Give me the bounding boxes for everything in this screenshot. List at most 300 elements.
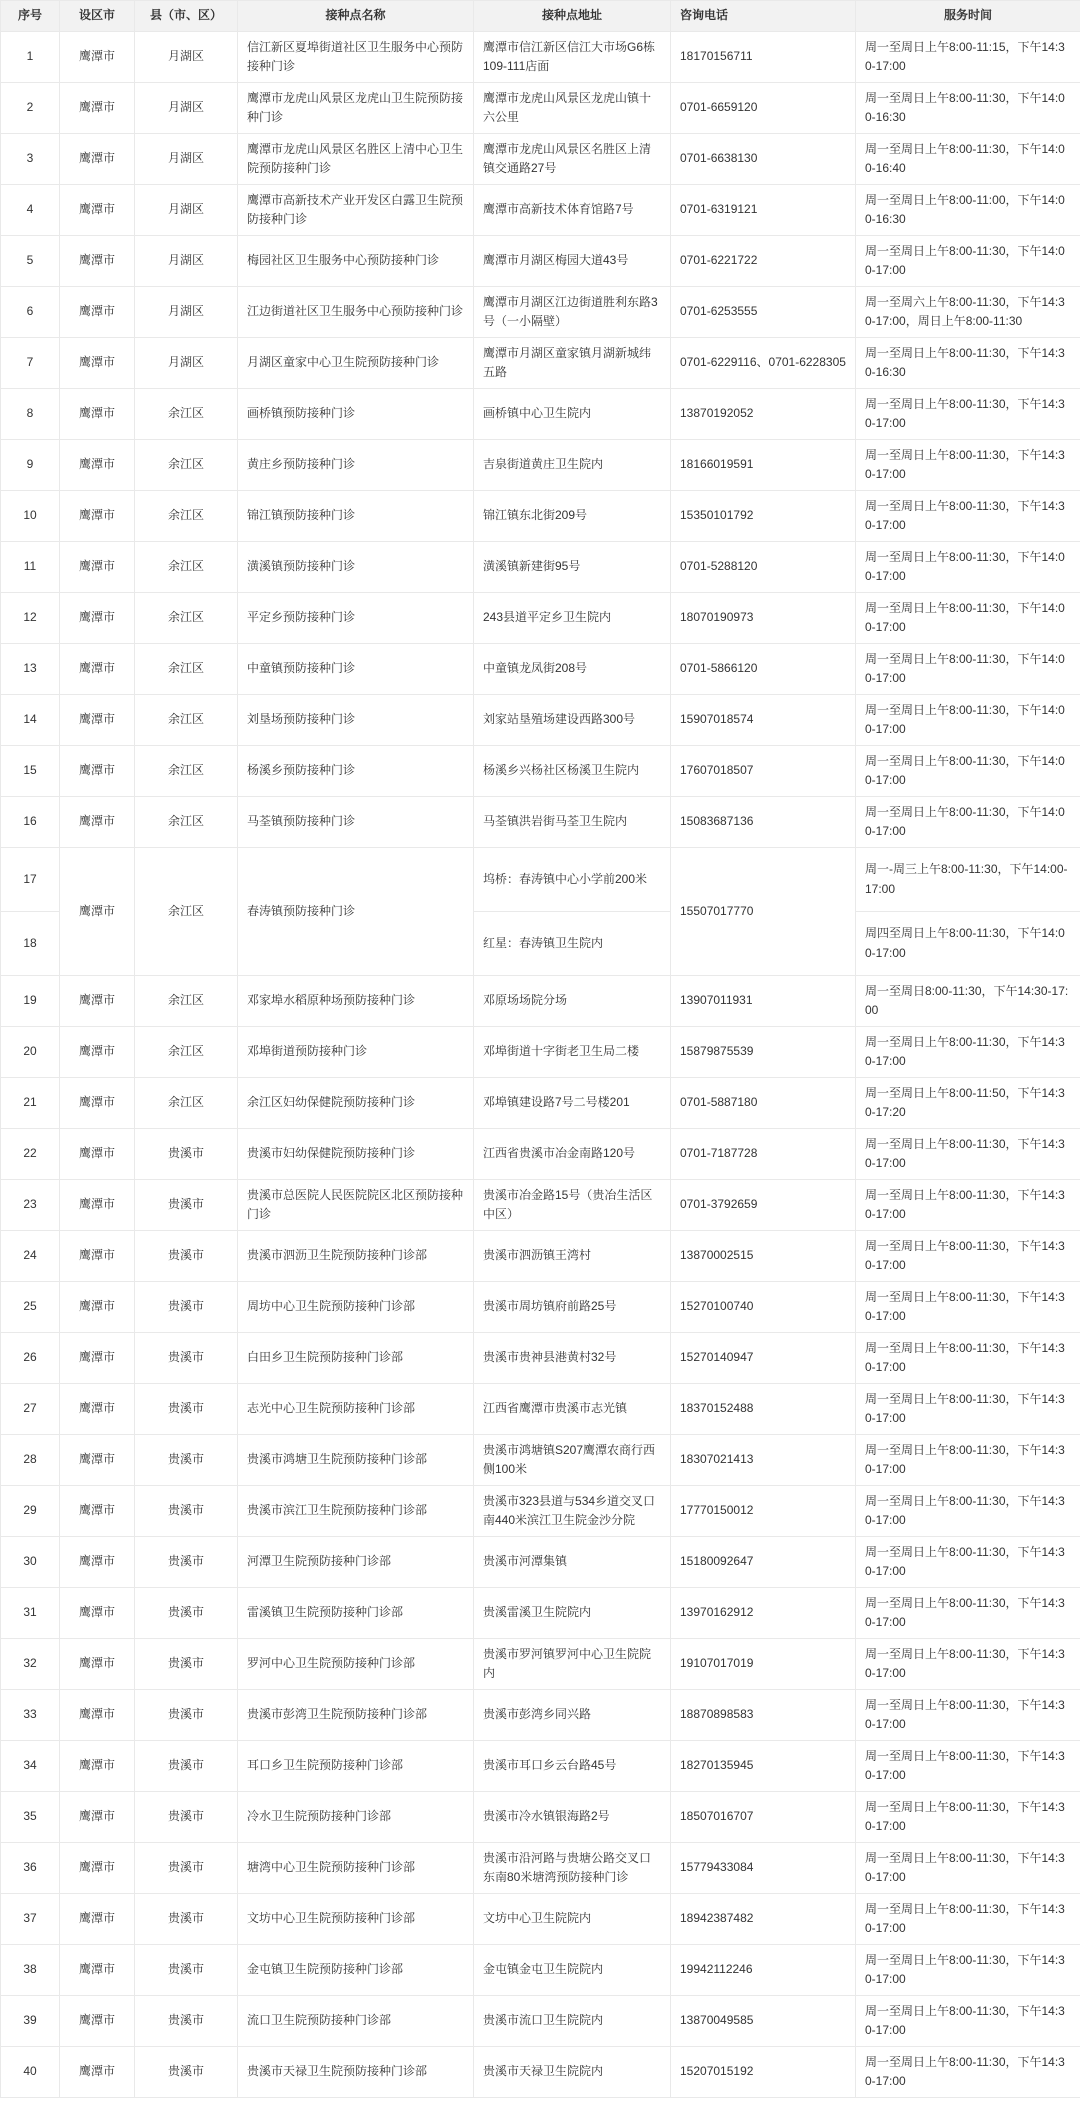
cell-hours: 周一至周日上午8:00-11:30，下午14:30-17:00 bbox=[856, 1282, 1080, 1333]
cell-name: 黄庄乡预防接种门诊 bbox=[238, 440, 474, 491]
cell-phone: 15270100740 bbox=[671, 1282, 856, 1333]
cell-name: 贵溪市彭湾卫生院预防接种门诊部 bbox=[238, 1690, 474, 1741]
cell-city: 鹰潭市 bbox=[60, 389, 135, 440]
cell-district: 贵溪市 bbox=[135, 1231, 238, 1282]
cell-name: 贵溪市鸿塘卫生院预防接种门诊部 bbox=[238, 1435, 474, 1486]
column-header-district: 县（市、区） bbox=[135, 1, 238, 32]
cell-name: 春涛镇预防接种门诊 bbox=[238, 848, 474, 976]
cell-hours: 周一至周日上午8:00-11:30，下午14:00-17:00 bbox=[856, 593, 1080, 644]
cell-name: 罗河中心卫生院预防接种门诊部 bbox=[238, 1639, 474, 1690]
table-row bbox=[1, 1792, 1080, 1843]
cell-address: 红星：春涛镇卫生院内 bbox=[474, 912, 671, 976]
cell-city: 鹰潭市 bbox=[60, 287, 135, 338]
cell-district: 月湖区 bbox=[135, 338, 238, 389]
cell-hours: 周一至周日上午8:00-11:30，下午14:30-17:00 bbox=[856, 1435, 1080, 1486]
cell-hours: 周一至周日上午8:00-11:30，下午14:00-16:30 bbox=[856, 83, 1080, 134]
cell-district: 贵溪市 bbox=[135, 1996, 238, 2047]
cell-district: 贵溪市 bbox=[135, 1180, 238, 1231]
cell-address: 画桥镇中心卫生院内 bbox=[474, 389, 671, 440]
cell-no: 33 bbox=[1, 1690, 60, 1741]
cell-no: 39 bbox=[1, 1996, 60, 2047]
cell-hours: 周一至周日上午8:00-11:30，下午14:30-17:00 bbox=[856, 1384, 1080, 1435]
cell-no: 34 bbox=[1, 1741, 60, 1792]
cell-city: 鹰潭市 bbox=[60, 1180, 135, 1231]
cell-no: 35 bbox=[1, 1792, 60, 1843]
cell-city: 鹰潭市 bbox=[60, 542, 135, 593]
cell-phone: 19942112246 bbox=[671, 1945, 856, 1996]
table-header-row bbox=[1, 1, 1080, 32]
cell-name: 月湖区童家中心卫生院预防接种门诊 bbox=[238, 338, 474, 389]
cell-district: 贵溪市 bbox=[135, 1486, 238, 1537]
table-row bbox=[1, 1741, 1080, 1792]
table-row bbox=[1, 1027, 1080, 1078]
cell-district: 贵溪市 bbox=[135, 1894, 238, 1945]
cell-address: 贵溪雷溪卫生院院内 bbox=[474, 1588, 671, 1639]
cell-phone: 13870049585 bbox=[671, 1996, 856, 2047]
cell-hours: 周一至周日上午8:00-11:30，下午14:30-17:00 bbox=[856, 1588, 1080, 1639]
table-row bbox=[1, 338, 1080, 389]
cell-no: 38 bbox=[1, 1945, 60, 1996]
cell-address: 中童镇龙凤街208号 bbox=[474, 644, 671, 695]
cell-district: 余江区 bbox=[135, 746, 238, 797]
cell-district: 贵溪市 bbox=[135, 1384, 238, 1435]
cell-name: 马荃镇预防接种门诊 bbox=[238, 797, 474, 848]
cell-address: 刘家站垦殖场建设西路300号 bbox=[474, 695, 671, 746]
cell-no: 21 bbox=[1, 1078, 60, 1129]
cell-name: 贵溪市天禄卫生院预防接种门诊部 bbox=[238, 2047, 474, 2098]
cell-no: 7 bbox=[1, 338, 60, 389]
cell-name: 贵溪市泗沥卫生院预防接种门诊部 bbox=[238, 1231, 474, 1282]
cell-no: 40 bbox=[1, 2047, 60, 2098]
cell-no: 8 bbox=[1, 389, 60, 440]
cell-phone: 0701-5887180 bbox=[671, 1078, 856, 1129]
cell-name: 余江区妇幼保健院预防接种门诊 bbox=[238, 1078, 474, 1129]
cell-no: 20 bbox=[1, 1027, 60, 1078]
cell-address: 杨溪乡兴杨社区杨溪卫生院内 bbox=[474, 746, 671, 797]
cell-phone: 18870898583 bbox=[671, 1690, 856, 1741]
cell-name: 画桥镇预防接种门诊 bbox=[238, 389, 474, 440]
cell-name: 江边街道社区卫生服务中心预防接种门诊 bbox=[238, 287, 474, 338]
cell-phone: 0701-6221722 bbox=[671, 236, 856, 287]
cell-district: 贵溪市 bbox=[135, 1588, 238, 1639]
cell-name: 平定乡预防接种门诊 bbox=[238, 593, 474, 644]
cell-phone: 18942387482 bbox=[671, 1894, 856, 1945]
cell-address: 鹰潭市月湖区梅园大道43号 bbox=[474, 236, 671, 287]
cell-city: 鹰潭市 bbox=[60, 32, 135, 83]
cell-city: 鹰潭市 bbox=[60, 134, 135, 185]
cell-address: 锦江镇东北街209号 bbox=[474, 491, 671, 542]
cell-no: 12 bbox=[1, 593, 60, 644]
cell-city: 鹰潭市 bbox=[60, 976, 135, 1027]
cell-address: 贵溪市天禄卫生院院内 bbox=[474, 2047, 671, 2098]
cell-no: 15 bbox=[1, 746, 60, 797]
column-header-address: 接种点地址 bbox=[474, 1, 671, 32]
cell-address: 贵溪市周坊镇府前路25号 bbox=[474, 1282, 671, 1333]
cell-city: 鹰潭市 bbox=[60, 2047, 135, 2098]
cell-city: 鹰潭市 bbox=[60, 1282, 135, 1333]
cell-district: 贵溪市 bbox=[135, 1639, 238, 1690]
cell-name: 贵溪市总医院人民医院院区北区预防接种门诊 bbox=[238, 1180, 474, 1231]
cell-city: 鹰潭市 bbox=[60, 1486, 135, 1537]
cell-city: 鹰潭市 bbox=[60, 1639, 135, 1690]
cell-address: 贵溪市彭湾乡同兴路 bbox=[474, 1690, 671, 1741]
cell-address: 江西省贵溪市冶金南路120号 bbox=[474, 1129, 671, 1180]
cell-name: 塘湾中心卫生院预防接种门诊部 bbox=[238, 1843, 474, 1894]
cell-name: 邓埠街道预防接种门诊 bbox=[238, 1027, 474, 1078]
cell-hours: 周一至周日上午8:00-11:50，下午14:30-17:20 bbox=[856, 1078, 1080, 1129]
table-row bbox=[1, 134, 1080, 185]
cell-phone: 13870002515 bbox=[671, 1231, 856, 1282]
cell-address: 贵溪市贵神县港黄村32号 bbox=[474, 1333, 671, 1384]
cell-no: 6 bbox=[1, 287, 60, 338]
cell-address: 243县道平定乡卫生院内 bbox=[474, 593, 671, 644]
cell-city: 鹰潭市 bbox=[60, 1435, 135, 1486]
cell-hours: 周一至周日上午8:00-11:30，下午14:00-17:00 bbox=[856, 746, 1080, 797]
cell-hours: 周一至周日上午8:00-11:30，下午14:30-17:00 bbox=[856, 2047, 1080, 2098]
cell-hours: 周一至周日上午8:00-11:30，下午14:30-17:00 bbox=[856, 1231, 1080, 1282]
cell-name: 金屯镇卫生院预防接种门诊部 bbox=[238, 1945, 474, 1996]
cell-city: 鹰潭市 bbox=[60, 338, 135, 389]
cell-name: 鹰潭市龙虎山风景区龙虎山卫生院预防接种门诊 bbox=[238, 83, 474, 134]
cell-no: 16 bbox=[1, 797, 60, 848]
cell-address: 贵溪市冷水镇银海路2号 bbox=[474, 1792, 671, 1843]
cell-hours: 周一至周日上午8:00-11:30，下午14:30-17:00 bbox=[856, 1129, 1080, 1180]
cell-city: 鹰潭市 bbox=[60, 1384, 135, 1435]
cell-address: 贵溪市冶金路15号（贵冶生活区中区） bbox=[474, 1180, 671, 1231]
cell-city: 鹰潭市 bbox=[60, 236, 135, 287]
cell-phone: 15879875539 bbox=[671, 1027, 856, 1078]
cell-hours: 周一至周日上午8:00-11:30，下午14:30-17:00 bbox=[856, 1486, 1080, 1537]
cell-hours: 周一至周日上午8:00-11:30，下午14:30-17:00 bbox=[856, 1180, 1080, 1231]
cell-no: 1 bbox=[1, 32, 60, 83]
cell-city: 鹰潭市 bbox=[60, 440, 135, 491]
cell-phone: 0701-3792659 bbox=[671, 1180, 856, 1231]
cell-hours: 周一至周日上午8:00-11:30，下午14:30-17:00 bbox=[856, 1843, 1080, 1894]
cell-district: 贵溪市 bbox=[135, 2047, 238, 2098]
cell-district: 贵溪市 bbox=[135, 1282, 238, 1333]
cell-address: 贵溪市323县道与534乡道交叉口南440米滨江卫生院金沙分院 bbox=[474, 1486, 671, 1537]
table-row bbox=[1, 1996, 1080, 2047]
cell-hours: 周一至周日8:00-11:30，下午14:30-17:00 bbox=[856, 976, 1080, 1027]
table-row bbox=[1, 1435, 1080, 1486]
cell-no: 13 bbox=[1, 644, 60, 695]
cell-address: 鹰潭市月湖区童家镇月湖新城纬五路 bbox=[474, 338, 671, 389]
cell-name: 白田乡卫生院预防接种门诊部 bbox=[238, 1333, 474, 1384]
cell-hours: 周一至周日上午8:00-11:15，下午14:30-17:00 bbox=[856, 32, 1080, 83]
cell-address: 鹰潭市信江新区信江大市场G6栋109-111店面 bbox=[474, 32, 671, 83]
cell-hours: 周一至周日上午8:00-11:30，下午14:30-17:00 bbox=[856, 1996, 1080, 2047]
cell-name: 河潭卫生院预防接种门诊部 bbox=[238, 1537, 474, 1588]
cell-district: 月湖区 bbox=[135, 185, 238, 236]
cell-hours: 周一至周日上午8:00-11:30，下午14:00-17:00 bbox=[856, 644, 1080, 695]
cell-phone: 18307021413 bbox=[671, 1435, 856, 1486]
cell-district: 余江区 bbox=[135, 797, 238, 848]
table-row bbox=[1, 848, 1080, 912]
cell-city: 鹰潭市 bbox=[60, 1027, 135, 1078]
cell-no: 23 bbox=[1, 1180, 60, 1231]
cell-district: 余江区 bbox=[135, 1027, 238, 1078]
table-row bbox=[1, 1639, 1080, 1690]
cell-no: 11 bbox=[1, 542, 60, 593]
table-row bbox=[1, 1690, 1080, 1741]
cell-hours: 周一至周六上午8:00-11:30，下午14:30-17:00，周日上午8:00-11:30 bbox=[856, 287, 1080, 338]
table-row bbox=[1, 542, 1080, 593]
cell-phone: 15083687136 bbox=[671, 797, 856, 848]
cell-hours: 周一至周日上午8:00-11:30，下午14:00-17:00 bbox=[856, 236, 1080, 287]
cell-district: 余江区 bbox=[135, 976, 238, 1027]
table-row bbox=[1, 1486, 1080, 1537]
cell-phone: 18370152488 bbox=[671, 1384, 856, 1435]
table-row bbox=[1, 236, 1080, 287]
cell-phone: 13970162912 bbox=[671, 1588, 856, 1639]
cell-phone: 15180092647 bbox=[671, 1537, 856, 1588]
cell-district: 贵溪市 bbox=[135, 1690, 238, 1741]
cell-district: 余江区 bbox=[135, 491, 238, 542]
cell-city: 鹰潭市 bbox=[60, 1945, 135, 1996]
cell-district: 贵溪市 bbox=[135, 1129, 238, 1180]
cell-hours: 周一至周日上午8:00-11:30，下午14:30-17:00 bbox=[856, 1945, 1080, 1996]
cell-address: 贵溪市河潭集镇 bbox=[474, 1537, 671, 1588]
table-row bbox=[1, 32, 1080, 83]
cell-no: 37 bbox=[1, 1894, 60, 1945]
cell-address: 坞桥：春涛镇中心小学前200米 bbox=[474, 848, 671, 912]
cell-city: 鹰潭市 bbox=[60, 1129, 135, 1180]
cell-phone: 18507016707 bbox=[671, 1792, 856, 1843]
cell-phone: 13907011931 bbox=[671, 976, 856, 1027]
cell-no: 29 bbox=[1, 1486, 60, 1537]
cell-district: 月湖区 bbox=[135, 83, 238, 134]
cell-no: 30 bbox=[1, 1537, 60, 1588]
cell-name: 邓家埠水稻原种场预防接种门诊 bbox=[238, 976, 474, 1027]
cell-district: 贵溪市 bbox=[135, 1792, 238, 1843]
cell-name: 锦江镇预防接种门诊 bbox=[238, 491, 474, 542]
cell-hours: 周一至周日上午8:00-11:30，下午14:30-16:30 bbox=[856, 338, 1080, 389]
cell-address: 贵溪市罗河镇罗河中心卫生院院内 bbox=[474, 1639, 671, 1690]
table-row bbox=[1, 1333, 1080, 1384]
cell-no: 17 bbox=[1, 848, 60, 912]
cell-phone: 13870192052 bbox=[671, 389, 856, 440]
table-row bbox=[1, 797, 1080, 848]
cell-district: 余江区 bbox=[135, 440, 238, 491]
cell-district: 余江区 bbox=[135, 542, 238, 593]
cell-name: 杨溪乡预防接种门诊 bbox=[238, 746, 474, 797]
cell-address: 鹰潭市龙虎山风景区名胜区上清镇交通路27号 bbox=[474, 134, 671, 185]
cell-phone: 17770150012 bbox=[671, 1486, 856, 1537]
cell-phone: 15907018574 bbox=[671, 695, 856, 746]
cell-no: 26 bbox=[1, 1333, 60, 1384]
cell-no: 3 bbox=[1, 134, 60, 185]
cell-address: 马荃镇洪岩街马荃卫生院内 bbox=[474, 797, 671, 848]
cell-no: 18 bbox=[1, 912, 60, 976]
cell-district: 贵溪市 bbox=[135, 1333, 238, 1384]
cell-no: 5 bbox=[1, 236, 60, 287]
cell-district: 贵溪市 bbox=[135, 1537, 238, 1588]
cell-district: 月湖区 bbox=[135, 134, 238, 185]
table-head bbox=[1, 1, 1080, 32]
table-row bbox=[1, 593, 1080, 644]
cell-address: 邓埠街道十字街老卫生局二楼 bbox=[474, 1027, 671, 1078]
cell-address: 吉泉街道黄庄卫生院内 bbox=[474, 440, 671, 491]
column-header-city: 设区市 bbox=[60, 1, 135, 32]
cell-name: 刘垦场预防接种门诊 bbox=[238, 695, 474, 746]
cell-city: 鹰潭市 bbox=[60, 1537, 135, 1588]
cell-name: 冷水卫生院预防接种门诊部 bbox=[238, 1792, 474, 1843]
cell-phone: 0701-5288120 bbox=[671, 542, 856, 593]
table-row bbox=[1, 185, 1080, 236]
table-row bbox=[1, 1945, 1080, 1996]
cell-phone: 0701-6229116、0701-6228305 bbox=[671, 338, 856, 389]
cell-district: 余江区 bbox=[135, 1078, 238, 1129]
cell-city: 鹰潭市 bbox=[60, 1792, 135, 1843]
cell-district: 贵溪市 bbox=[135, 1435, 238, 1486]
cell-hours: 周一至周日上午8:00-11:30，下午14:30-17:00 bbox=[856, 1333, 1080, 1384]
table-body bbox=[1, 32, 1080, 2098]
table-row bbox=[1, 1384, 1080, 1435]
cell-name: 鹰潭市高新技术产业开发区白露卫生院预防接种门诊 bbox=[238, 185, 474, 236]
table-row bbox=[1, 976, 1080, 1027]
cell-city: 鹰潭市 bbox=[60, 1078, 135, 1129]
cell-name: 梅园社区卫生服务中心预防接种门诊 bbox=[238, 236, 474, 287]
cell-city: 鹰潭市 bbox=[60, 848, 135, 976]
cell-phone: 0701-6319121 bbox=[671, 185, 856, 236]
table-row bbox=[1, 1282, 1080, 1333]
cell-address: 潢溪镇新建街95号 bbox=[474, 542, 671, 593]
cell-name: 潢溪镇预防接种门诊 bbox=[238, 542, 474, 593]
cell-hours: 周一至周日上午8:00-11:00，下午14:00-16:30 bbox=[856, 185, 1080, 236]
cell-hours: 周一至周日上午8:00-11:30，下午14:30-17:00 bbox=[856, 1027, 1080, 1078]
cell-hours: 周一-周三上午8:00-11:30，下午14:00-17:00 bbox=[856, 848, 1080, 912]
cell-city: 鹰潭市 bbox=[60, 1333, 135, 1384]
cell-no: 22 bbox=[1, 1129, 60, 1180]
cell-no: 4 bbox=[1, 185, 60, 236]
cell-hours: 周一至周日上午8:00-11:30，下午14:30-17:00 bbox=[856, 491, 1080, 542]
cell-city: 鹰潭市 bbox=[60, 695, 135, 746]
cell-district: 余江区 bbox=[135, 848, 238, 976]
cell-phone: 0701-6253555 bbox=[671, 287, 856, 338]
cell-name: 贵溪市滨江卫生院预防接种门诊部 bbox=[238, 1486, 474, 1537]
cell-district: 贵溪市 bbox=[135, 1945, 238, 1996]
column-header-hours: 服务时间 bbox=[856, 1, 1080, 32]
cell-city: 鹰潭市 bbox=[60, 1588, 135, 1639]
cell-phone: 0701-7187728 bbox=[671, 1129, 856, 1180]
table-row bbox=[1, 1537, 1080, 1588]
cell-name: 信江新区夏埠街道社区卫生服务中心预防接种门诊 bbox=[238, 32, 474, 83]
table-row bbox=[1, 2047, 1080, 2098]
cell-district: 余江区 bbox=[135, 695, 238, 746]
cell-city: 鹰潭市 bbox=[60, 797, 135, 848]
column-header-no: 序号 bbox=[1, 1, 60, 32]
cell-hours: 周一至周日上午8:00-11:30，下午14:30-17:00 bbox=[856, 389, 1080, 440]
cell-city: 鹰潭市 bbox=[60, 593, 135, 644]
cell-name: 耳口乡卫生院预防接种门诊部 bbox=[238, 1741, 474, 1792]
table-row bbox=[1, 389, 1080, 440]
cell-phone: 18070190973 bbox=[671, 593, 856, 644]
cell-hours: 周一至周日上午8:00-11:30，下午14:30-17:00 bbox=[856, 1894, 1080, 1945]
cell-address: 鹰潭市龙虎山风景区龙虎山镇十六公里 bbox=[474, 83, 671, 134]
cell-district: 余江区 bbox=[135, 593, 238, 644]
cell-phone: 19107017019 bbox=[671, 1639, 856, 1690]
cell-name: 贵溪市妇幼保健院预防接种门诊 bbox=[238, 1129, 474, 1180]
cell-no: 19 bbox=[1, 976, 60, 1027]
cell-district: 余江区 bbox=[135, 644, 238, 695]
cell-hours: 周一至周日上午8:00-11:30，下午14:30-17:00 bbox=[856, 1741, 1080, 1792]
cell-name: 文坊中心卫生院预防接种门诊部 bbox=[238, 1894, 474, 1945]
table-row bbox=[1, 440, 1080, 491]
cell-hours: 周一至周日上午8:00-11:30，下午14:00-17:00 bbox=[856, 797, 1080, 848]
cell-phone: 15350101792 bbox=[671, 491, 856, 542]
cell-hours: 周一至周日上午8:00-11:30，下午14:30-17:00 bbox=[856, 1639, 1080, 1690]
cell-district: 月湖区 bbox=[135, 287, 238, 338]
column-header-phone: 咨询电话 bbox=[671, 1, 856, 32]
cell-address: 文坊中心卫生院院内 bbox=[474, 1894, 671, 1945]
cell-address: 邓原场场院分场 bbox=[474, 976, 671, 1027]
cell-hours: 周一至周日上午8:00-11:30，下午14:00-17:00 bbox=[856, 542, 1080, 593]
cell-hours: 周一至周日上午8:00-11:30，下午14:30-17:00 bbox=[856, 440, 1080, 491]
cell-district: 余江区 bbox=[135, 389, 238, 440]
cell-phone: 15270140947 bbox=[671, 1333, 856, 1384]
table-row bbox=[1, 1894, 1080, 1945]
table-row bbox=[1, 1843, 1080, 1894]
cell-hours: 周一至周日上午8:00-11:30，下午14:00-16:40 bbox=[856, 134, 1080, 185]
cell-city: 鹰潭市 bbox=[60, 185, 135, 236]
cell-city: 鹰潭市 bbox=[60, 83, 135, 134]
cell-phone: 18166019591 bbox=[671, 440, 856, 491]
cell-city: 鹰潭市 bbox=[60, 644, 135, 695]
cell-hours: 周一至周日上午8:00-11:30，下午14:30-17:00 bbox=[856, 1690, 1080, 1741]
cell-district: 月湖区 bbox=[135, 32, 238, 83]
cell-no: 9 bbox=[1, 440, 60, 491]
cell-no: 28 bbox=[1, 1435, 60, 1486]
table-row bbox=[1, 1588, 1080, 1639]
table-row bbox=[1, 1180, 1080, 1231]
table-row bbox=[1, 644, 1080, 695]
cell-address: 鹰潭市月湖区江边街道胜利东路3号（一小隔壁） bbox=[474, 287, 671, 338]
cell-address: 江西省鹰潭市贵溪市志光镇 bbox=[474, 1384, 671, 1435]
cell-no: 25 bbox=[1, 1282, 60, 1333]
cell-address: 贵溪市沿河路与贵塘公路交叉口东南80米塘湾预防接种门诊 bbox=[474, 1843, 671, 1894]
cell-city: 鹰潭市 bbox=[60, 1843, 135, 1894]
cell-district: 月湖区 bbox=[135, 236, 238, 287]
table-row bbox=[1, 287, 1080, 338]
cell-no: 27 bbox=[1, 1384, 60, 1435]
cell-no: 31 bbox=[1, 1588, 60, 1639]
table-row bbox=[1, 1078, 1080, 1129]
cell-phone: 17607018507 bbox=[671, 746, 856, 797]
cell-name: 鹰潭市龙虎山风景区名胜区上清中心卫生院预防接种门诊 bbox=[238, 134, 474, 185]
cell-district: 贵溪市 bbox=[135, 1843, 238, 1894]
cell-city: 鹰潭市 bbox=[60, 1894, 135, 1945]
cell-city: 鹰潭市 bbox=[60, 1231, 135, 1282]
table-row bbox=[1, 83, 1080, 134]
cell-hours: 周一至周日上午8:00-11:30，下午14:30-17:00 bbox=[856, 1792, 1080, 1843]
cell-phone: 0701-6638130 bbox=[671, 134, 856, 185]
cell-no: 32 bbox=[1, 1639, 60, 1690]
cell-phone: 18270135945 bbox=[671, 1741, 856, 1792]
cell-city: 鹰潭市 bbox=[60, 1996, 135, 2047]
cell-no: 10 bbox=[1, 491, 60, 542]
cell-phone: 15507017770 bbox=[671, 848, 856, 976]
cell-address: 金屯镇金屯卫生院院内 bbox=[474, 1945, 671, 1996]
cell-no: 2 bbox=[1, 83, 60, 134]
cell-address: 鹰潭市高新技术体育馆路7号 bbox=[474, 185, 671, 236]
cell-phone: 0701-5866120 bbox=[671, 644, 856, 695]
cell-hours: 周一至周日上午8:00-11:30，下午14:30-17:00 bbox=[856, 1537, 1080, 1588]
cell-address: 贵溪市鸿塘镇S207鹰潭农商行西侧100米 bbox=[474, 1435, 671, 1486]
table-row bbox=[1, 491, 1080, 542]
cell-name: 雷溪镇卫生院预防接种门诊部 bbox=[238, 1588, 474, 1639]
cell-name: 中童镇预防接种门诊 bbox=[238, 644, 474, 695]
cell-hours: 周一至周日上午8:00-11:30，下午14:00-17:00 bbox=[856, 695, 1080, 746]
